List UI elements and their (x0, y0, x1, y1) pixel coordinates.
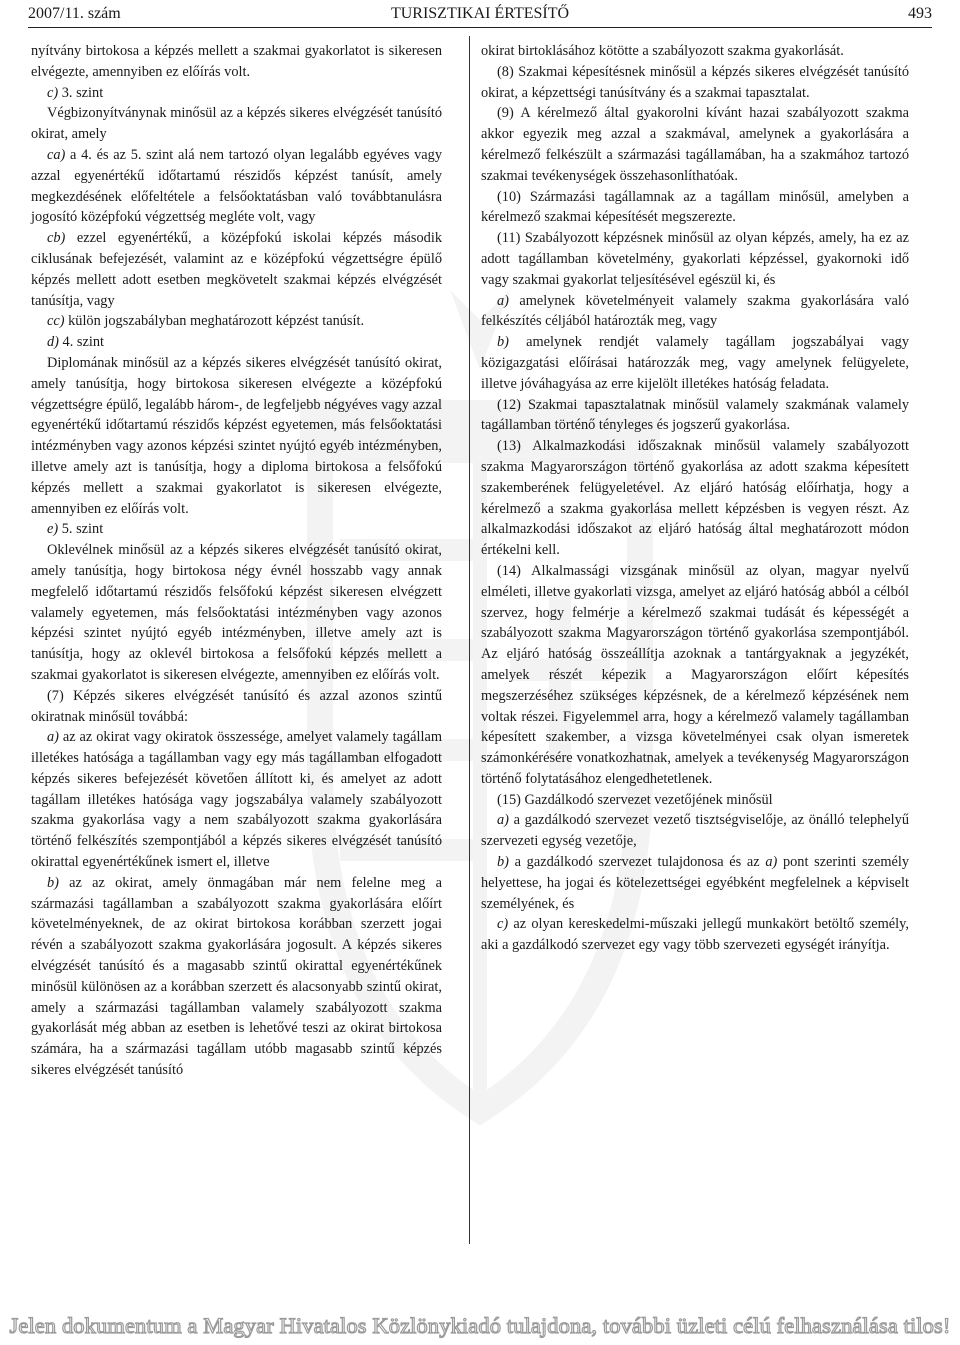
paragraph: cb) ezzel egyenértékű, a középfokú iskolai képzés második ciklusának befejezését, valamint az e középfokú végzettségre épülő képzés mellett adott esetben megkövetelt szakmai képzés elvégzését tanúsítja, vagy (31, 230, 442, 309)
paragraph: e) 5. szint (47, 521, 104, 538)
paragraph: (7) Képzés sikeres elvégzését tanúsító és azzal azonos szintű okiratnak minősül továbbá: (31, 687, 442, 725)
paragraph: (9) A kérelmező által gyakorolni kívánt hazai szabályozott szakma akkor egyezik meg azzal a szakmával, amelynek a gyakorlására a kérelmező felkészült a származási tagállamában, ha a szakmához tartozó szakmai tevékenységek összehasonlíthatóak. (481, 105, 909, 184)
paragraph: (13) Alkalmazkodási időszaknak minősül valamely szabályozott szakma Magyarországon történő gyakorlása az adott szakma képesített szakemberének felügyeletével. Az eljáró hatóság előírhatja, hogy a kérelmező a szakma gyakorlása mellett képzésben is vegyen részt. Az alkalmazkodási időszakot az eljáró hatóság által meghatározott módon értékelni kell. (481, 438, 909, 559)
paragraph: a) amelynek követelményeit valamely szakma gyakorlására való felkészítés céljából határozták meg, vagy (481, 292, 909, 330)
header-rule (28, 27, 932, 28)
right-column (481, 41, 909, 956)
copyright-notice: Jelen dokumentum a Magyar Hivatalos Közlönykiadó tulajdona, további üzleti célú felhasználása tilos! (9, 1313, 951, 1338)
paragraph: c) 3. szint (47, 84, 104, 101)
paragraph: (15) Gazdálkodó szervezet vezetőjének minősül (497, 791, 773, 808)
paragraph: b) amelynek rendjét valamely tagállam jogszabályai vagy közigazgatási előírásai határozzák meg, vagy amelynek felügyelete, illetve jóváhagyása az erre kijelölt illetékes hatóság feladata. (481, 334, 909, 392)
paragraph: nyítvány birtokosa a képzés mellett a szakmai gyakorlatot is sikeresen elvégezte, amennyiben ez előírás volt. (31, 43, 442, 80)
journal-title: TURISZTIKAI ÉRTESÍTŐ (390, 5, 570, 22)
paragraph: (14) Alkalmassági vizsgának minősül az olyan, magyar nyelvű elméleti, illetve gyakorlati vizsga, amelyet az eljáró hatóság abból a célból szervez, hogy felmérje a kérelmező szakmai tudását és képességét a szabályozott szakma Magyarországon történő gyakorlása szempontjából. Az eljáró hatóság összeállítja azoknak a tantárgyaknak a jegyzékét, amelyek részét képezik a Magyarországon előírt képesítés megszerzéséhez szükséges képzésnek, de a kérelmező képzésének nem voltak részei. Figyelemmel arra, hogy a kérelmező valamely tagállamban képesített szakember, a vizsga követelményei csak olyan ismeretek számonkérésére vonatkozhatnak, amelyek a tevékenység Magyarországon történő folytatásához elengedhetetlenek. (481, 562, 909, 787)
paragraph: (11) Szabályozott képzésnek minősül az olyan képzés, amely, ha ez az adott tagállamban követelmény, gyakorlati képzéssel, gyakornoki idő vagy szakmai gyakorlat teljesítésével egészül ki, és (481, 230, 909, 288)
issue-label: 2007/11. szám (28, 5, 121, 22)
paragraph: a) a gazdálkodó szervezet vezető tisztségviselője, az önálló telephelyű szervezeti egység vezetője, (481, 812, 909, 850)
column-divider (469, 36, 470, 1244)
running-header (28, 4, 932, 26)
paragraph: c) az olyan kereskedelmi-műszaki jellegű munkakört betöltő személy, aki a gazdálkodó szervezet egy vagy több szervezeti egységét irányítja. (481, 916, 909, 954)
paragraph: Oklevélnek minősül az a képzés sikeres elvégzését tanúsító okirat, amely tanúsítja, hogy birtokosa négy évnél hosszabb vagy annak megfelelő időtartamú részidős felsőfokú képzést sikeresen elvégzett valamely egyetemen, más felsőoktatási intézményben vagy azonos képzési szintet nyújtó egyéb intézményben, illetve amely azt is tanúsítja, hogy az oklevél birtokosa a felsőfokú képzés mellett a szakmai gyakorlatot is sikeresen elvégezte, amennyiben ez előírás volt. (31, 542, 442, 683)
paragraph: ca) a 4. és az 5. szint alá nem tartozó olyan legalább egyéves vagy azzal egyenértékű időtartamú részidős képzést tanúsít, amely megkezdésének előfeltétele a felsőoktatásban való továbbtanulásra jogosító középfokú végzettség megléte volt, vagy (31, 146, 442, 226)
paragraph: cc) külön jogszabályban meghatározott képzést tanúsít. (47, 313, 365, 330)
paragraph: (12) Szakmai tapasztalatnak minősül valamely szakmának valamely tagállamban történő tényleges és jogszerű gyakorlása. (481, 396, 909, 434)
page-number: 493 (908, 5, 932, 22)
paragraph: a) az az okirat vagy okiratok összessége, amelyet valamely tagállam illetékes hatósága a tagállamban vagy egy más tagállamban elfogadott képzés sikeres befejezését követően állított ki, és amelyet az adott tagállam illetékes hatósága vagy jogszabálya valamely szabályozott szakma gyakorlása vagy a nem szabályozott szakma gyakorlására történő felkészítés szempontjából a képzés sikeres elvégzését tanúsító okirattal egyenértékűnek ismert el, illetve (31, 729, 442, 871)
paragraph: b) a gazdálkodó szervezet tulajdonosa és az a) pont szerinti személy helyettese, ha jogai és kötelezettségei egyébként megfelelnek a képviselt személyének, és (481, 854, 909, 912)
paragraph: (10) Származási tagállamnak az a tagállam minősül, amelyben a kérelmező szakmai képesítését megszerezte. (481, 188, 909, 226)
paragraph: Diplomának minősül az a képzés sikeres elvégzését tanúsító okirat, amely tanúsítja, hogy birtokosa sikeresen elvégezte a középfokú végzettségre épülő, legalább három-, de legfeljebb négyéves vagy azzal egyenértékű időtartamú részidős képzést egyetemen, más felsőoktatási intézményben vagy azonos képzési szintet nyújtó egyéb intézményben, illetve amely azt is tanúsítja, hogy a diploma birtokosa a felsőfokú képzés mellett a szakmai gyakorlatot is sikeresen elvégezte, amennyiben ez előírás volt. (31, 354, 442, 517)
paragraph: okirat birtoklásához kötötte a szabályozott szakma gyakorlását. (481, 43, 844, 59)
paragraph: (8) Szakmai képesítésnek minősül a képzés sikeres elvégzését tanúsító okirat, a képzettségi tanúsítvány és a szakmai tapasztalat. (481, 63, 909, 101)
paragraph: Végbizonyítványnak minősül az a képzés sikeres elvégzését tanúsító okirat, amely (31, 105, 442, 143)
paragraph: b) az az okirat, amely önmagában már nem felelne meg a származási tagállamban a szabályozott szakma gyakorlására előírt követelményeknek, de az okirat birtokosa korábban szerzett jogai révén a szabályozott szakma gyakorlására jogosult. A képzés sikeres elvégzését tanúsító és a magasabb szintű okirattal egyenértékűnek minősül különösen az a korábban szerzett és alacsonyabb szintű okirat, amely a származási tagállamban valamely szabályozott szakma gyakorlását még abban az esetben is lehetővé teszi az okirat birtokosa számára, ha a származási tagállam utóbb magasabb szintű képzés sikeres elvégzését tanúsító (31, 874, 442, 1079)
left-column (31, 41, 442, 1081)
paragraph: d) 4. szint (47, 334, 104, 351)
